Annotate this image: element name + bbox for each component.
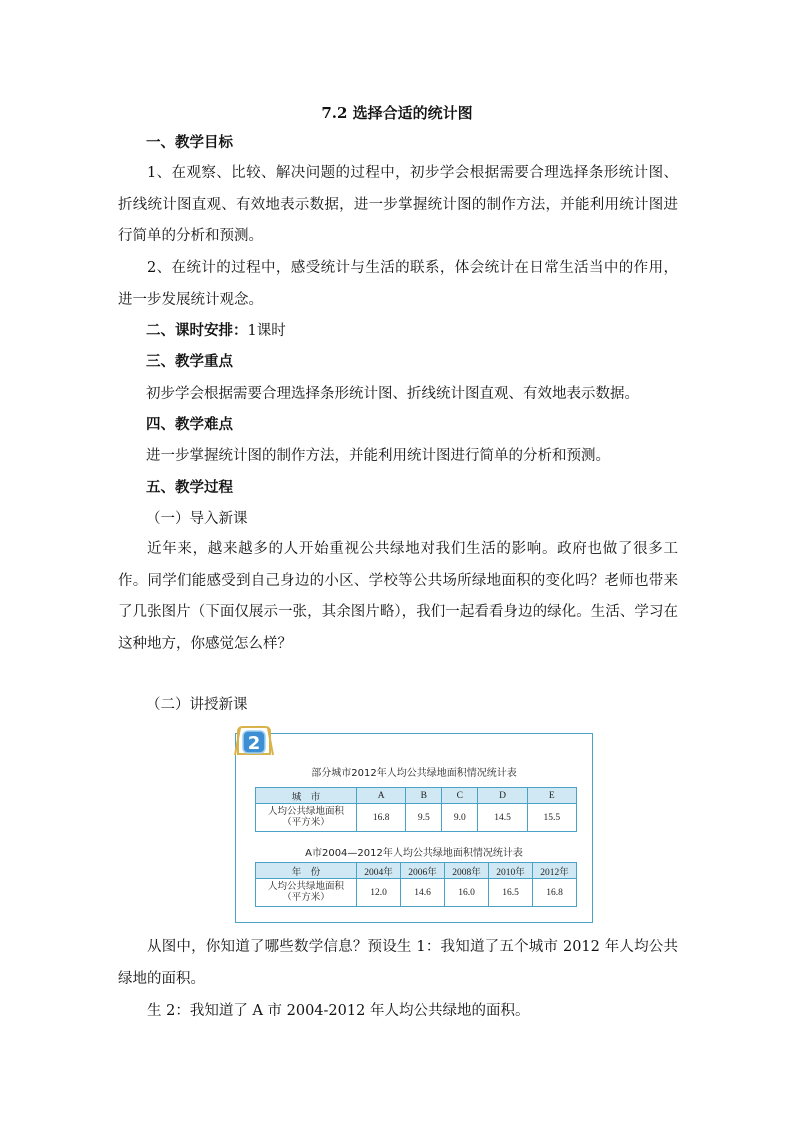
table2-header-cell: 2004年 <box>357 863 401 879</box>
table1-header-cell: B <box>406 788 442 804</box>
table1-data-row <box>256 804 577 832</box>
key-point-text: 初步学会根据需要合理选择条形统计图、折线统计图直观、有效地表示数据。 <box>146 386 639 402</box>
document-title: 7.2 选择合适的统计图 <box>321 104 473 122</box>
table1-row-label-line1: 人均公共绿地面积 <box>267 806 344 817</box>
question-2: 生 2：我知道了 A 市 2004-2012 年人均公共绿地的面积。 <box>147 1003 530 1019</box>
number-badge-icon <box>234 724 274 758</box>
table1-header-cell: C <box>442 788 478 804</box>
section-schedule <box>146 321 286 341</box>
table1-header-row <box>256 788 577 804</box>
table2-cell: 14.6 <box>401 879 445 907</box>
table2-cell: 16.0 <box>445 879 489 907</box>
table1-cell: 9.0 <box>442 804 478 832</box>
table1-cell: 15.5 <box>527 804 576 832</box>
part-intro-heading: （一）导入新课 <box>146 511 248 527</box>
table2-cell: 12.0 <box>357 879 401 907</box>
table2-row-label-line1: 人均公共绿地面积 <box>267 881 344 892</box>
table2-data-row <box>256 879 577 907</box>
question-1: 从图中，你知道了哪些数学信息？预设生 1：我知道了五个城市 2012 年人均公共绿地的面积。 <box>118 939 678 987</box>
table1-header-cell: A <box>357 788 406 804</box>
table1-header-cell: 城 市 <box>256 788 357 804</box>
table1-header-cell: E <box>527 788 576 804</box>
table1-title: 部分城市2012年人均公共绿地面积情况统计表 <box>311 768 517 779</box>
objective-1: 1、在观察、比较、解决问题的过程中，初步学会根据需要合理选择条形统计图、折线统计图直观、有效地表示数据，进一步掌握统计图的制作方法，并能利用统计图进行简单的分析和预测。 <box>118 165 678 244</box>
table2 <box>255 862 577 907</box>
table1-header-cell: D <box>478 788 527 804</box>
table2-header-cell: 2006年 <box>401 863 445 879</box>
table1-cell: 9.5 <box>406 804 442 832</box>
table1-row-label-line2: （平方米） <box>282 817 330 828</box>
table2-header-cell: 年 份 <box>256 863 357 879</box>
table1 <box>255 787 577 832</box>
table2-header-cell: 2010年 <box>489 863 533 879</box>
section-difficulty-heading: 四、教学难点 <box>146 416 233 433</box>
table2-cell: 16.8 <box>533 879 577 907</box>
difficulty-text: 进一步掌握统计图的制作方法，并能利用统计图进行简单的分析和预测。 <box>146 448 610 464</box>
table2-header-cell: 2008年 <box>445 863 489 879</box>
table2-header-row <box>256 863 577 879</box>
part-new-lesson-heading: （二）讲授新课 <box>146 697 248 713</box>
section-schedule-heading: 二、课时安排： <box>146 322 248 339</box>
table1-cell: 16.8 <box>357 804 406 832</box>
table2-header-cell: 2012年 <box>533 863 577 879</box>
table2-title: A市2004—2012年人均公共绿地面积情况统计表 <box>305 848 523 859</box>
table2-row-label <box>256 879 357 907</box>
table2-cell: 16.5 <box>489 879 533 907</box>
intro-paragraph: 近年来，越来越多的人开始重视公共绿地对我们生活的影响。政府也做了很多工作。同学们能感受到自己身边的小区、学校等公共场所绿地面积的变化吗？老师也带来了几张图片（下面仅展示一张，其余图片略），我们一起看看身边的绿化。生活、学习在这种地方，你感觉怎么样？ <box>118 541 678 652</box>
table2-row-label-line2: （平方米） <box>282 892 330 903</box>
section-process-heading: 五、教学过程 <box>146 479 233 496</box>
badge-number: 2 <box>247 733 261 754</box>
statistics-figure <box>235 733 593 923</box>
objective-2: 2、在统计的过程中，感受统计与生活的联系，体会统计在日常生活当中的作用，进一步发展统计观念。 <box>118 260 678 308</box>
section-objectives-heading: 一、教学目标 <box>146 134 233 151</box>
table1-row-label <box>256 804 357 832</box>
table1-cell: 14.5 <box>478 804 527 832</box>
section-schedule-value: 1课时 <box>247 323 286 339</box>
section-key-heading: 三、教学重点 <box>146 353 233 370</box>
